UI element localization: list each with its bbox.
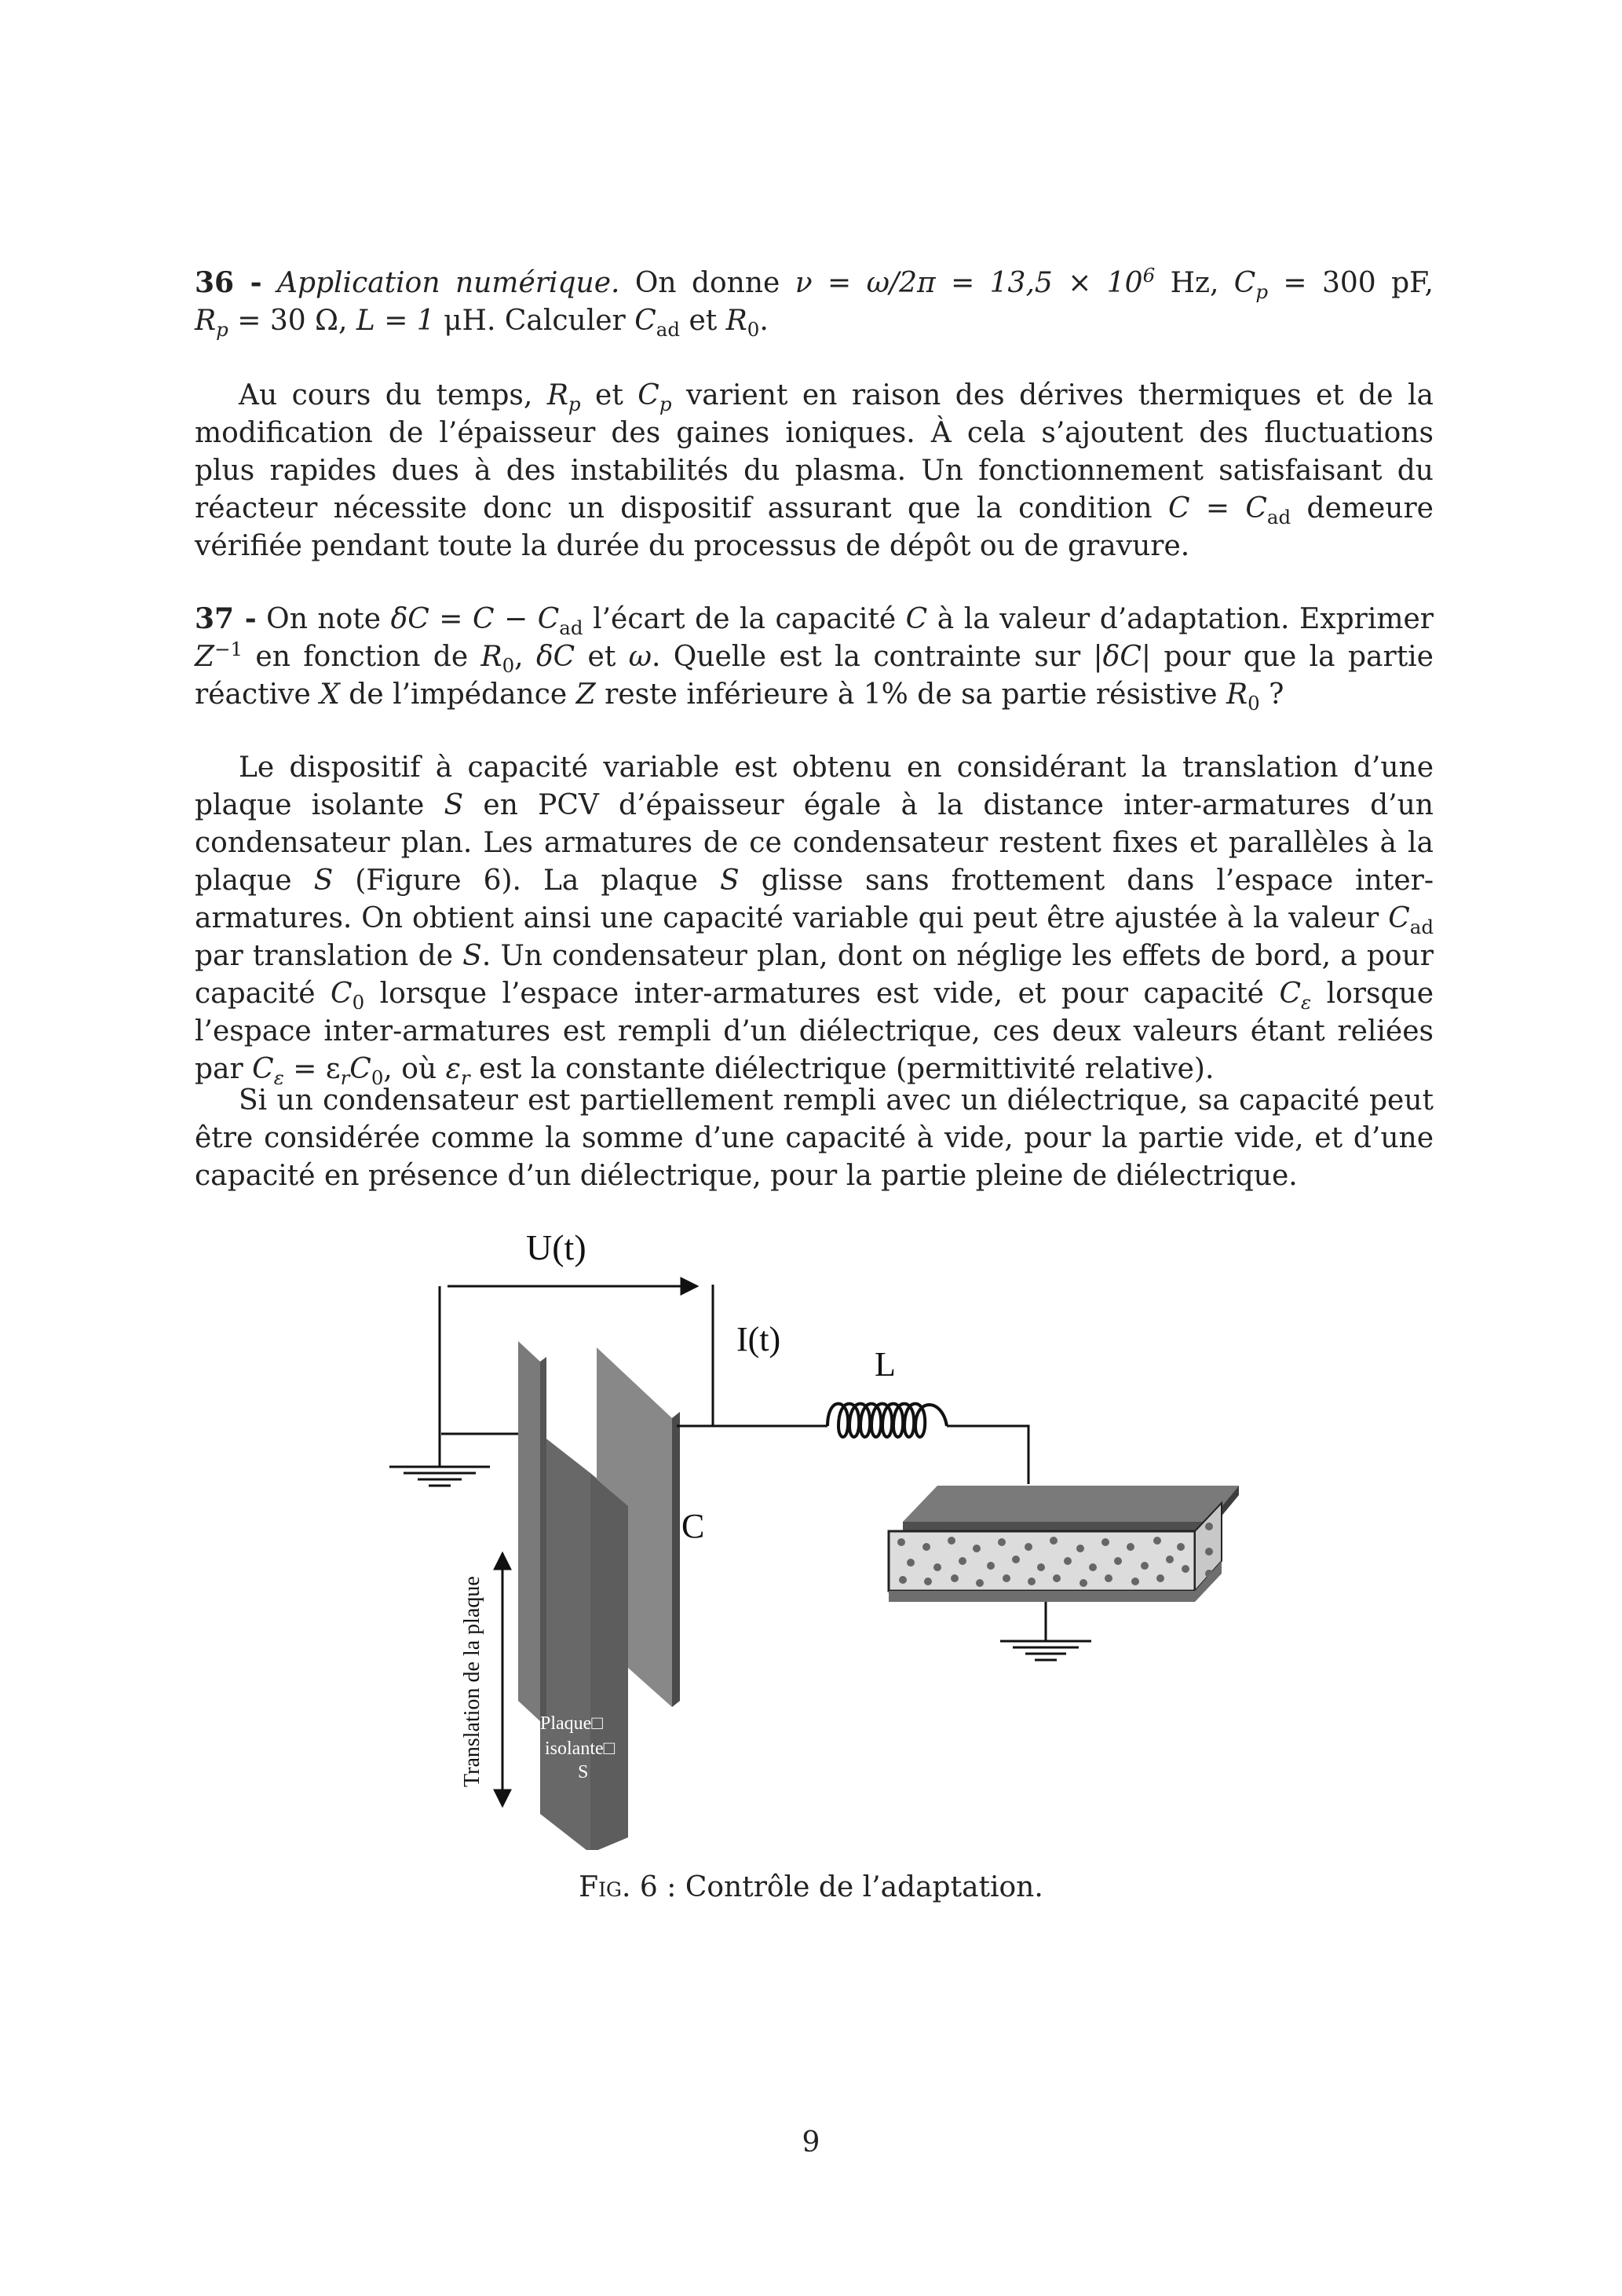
plate-label-line2: isolante□ [545,1738,616,1759]
math-cad: $C_{ad}$ [634,305,680,342]
text: . [759,305,769,337]
question-36 [195,264,1434,340]
capacitor-plate-left-edge [540,1357,546,1721]
paragraph-device: Le dispositif à capacité variable est obtenu en considérant la translation d’une plaque isolante S en PCV d’épaisseur égale à la distance inter-armatures d’un condensateur plan. Les armatures de ce condensateur restent fixes et parallèles à la plaque S (Figure 6). La plaque S glisse sans frottement dans l’espace inter-armatures. On obtient ainsi une capacité variable qui peut être ajustée à la valeur $C_{ad}$ par translation de S. Un condensateur plan, dont on néglige les effets de bord, a pour capacité $C_0$ lorsque l’espace inter-armatures est vide, et pour capacité $C_\varepsilon$ lorsque l’espace inter-armatures est rempli d’un diélectrique, ces deux valeurs étant reliées par $C_\varepsilon = \varepsilon_rC_0$, où $\varepsilon_r$ est la constante diélectrique (permittivité relative). [195,751,1434,1090]
paragraph-drift: Au cours du temps, $R_p$ et $C_p$ varient en raison des dérives thermiques et de la modification de l’épaisseur des gaines ioniques. À cela s’ajoutent des fluctuations plus rapides dues à des instabilités du plasma. Un fonctionnement satisfaisant du réacteur nécessite donc un dispositif assurant que la condition $C = C_{ad}$ demeure vérifiée pendant toute la durée du processus de dépôt ou de gravure. [195,379,1434,562]
current-label: I(t) [736,1320,781,1358]
question-37: 37 - On note $\delta C = C - C_{ad}$ l’écart de la capacité C à la valeur d’adaptation. Exprimer $Z^{-1}$ en fonction de $R_0$, δC et ω. Quelle est la contrainte sur |δC| pour que la partie réactive X de l’impédance Z reste inférieure à 1% de sa partie résistive $R_0$ ? [195,602,1434,715]
text: On donne [619,267,795,299]
plate-label-line1: Plaque□ [540,1713,603,1734]
inductor-label: L [875,1345,896,1384]
math-cp: $C_p = 300$ [1233,267,1376,304]
math-nu: $\nu = \omega/2\pi = 13,5 \times 10^6$ [795,264,1156,299]
text: pF, [1375,267,1434,299]
text: μH. Calculer [434,305,635,337]
reactor-top-electrode [903,1486,1239,1522]
paragraph-partial: Si un condensateur est partiellement rempli avec un diélectrique, sa capacité peut être considérée comme la somme d’une capacité à vide, pour la partie vide, et d’une capacité en présence d’un diélectrique, pour la partie pleine de diélectrique. [195,1084,1434,1192]
plasma-chamber [889,1531,1195,1591]
capacitor-plate-left [518,1341,540,1721]
figure-6 [377,1222,1476,1850]
math-l: L = 1 [356,305,435,337]
reactor-top-electrode-side [903,1522,1209,1531]
question-number: 37 - [195,602,257,635]
capacitor-label: C [681,1507,705,1545]
question-number: 36 - [195,266,262,299]
inductor-coil [827,1404,947,1437]
text: Hz, [1155,267,1234,299]
question-label: Application numérique. [276,267,620,299]
voltage-label: U(t) [526,1227,586,1267]
math-r0: $R_0$ [725,305,760,342]
plate-label-line3: S [578,1762,589,1782]
insulating-plate [540,1434,590,1850]
math-rp: $R_p = 30$ [195,305,316,342]
ground-symbol-left [389,1467,490,1486]
ground-symbol-right [1000,1641,1091,1660]
translation-label: Translation de la plaque [460,1576,484,1787]
reactor-wire [947,1426,1028,1484]
text: et [680,305,726,337]
capacitor-plate-right-edge [672,1412,680,1707]
figure-caption: Fig. 6 : Contrôle de l’adaptation. [579,1871,1043,1903]
page-number: 9 [802,2126,820,2159]
text: Ω, [315,305,348,337]
